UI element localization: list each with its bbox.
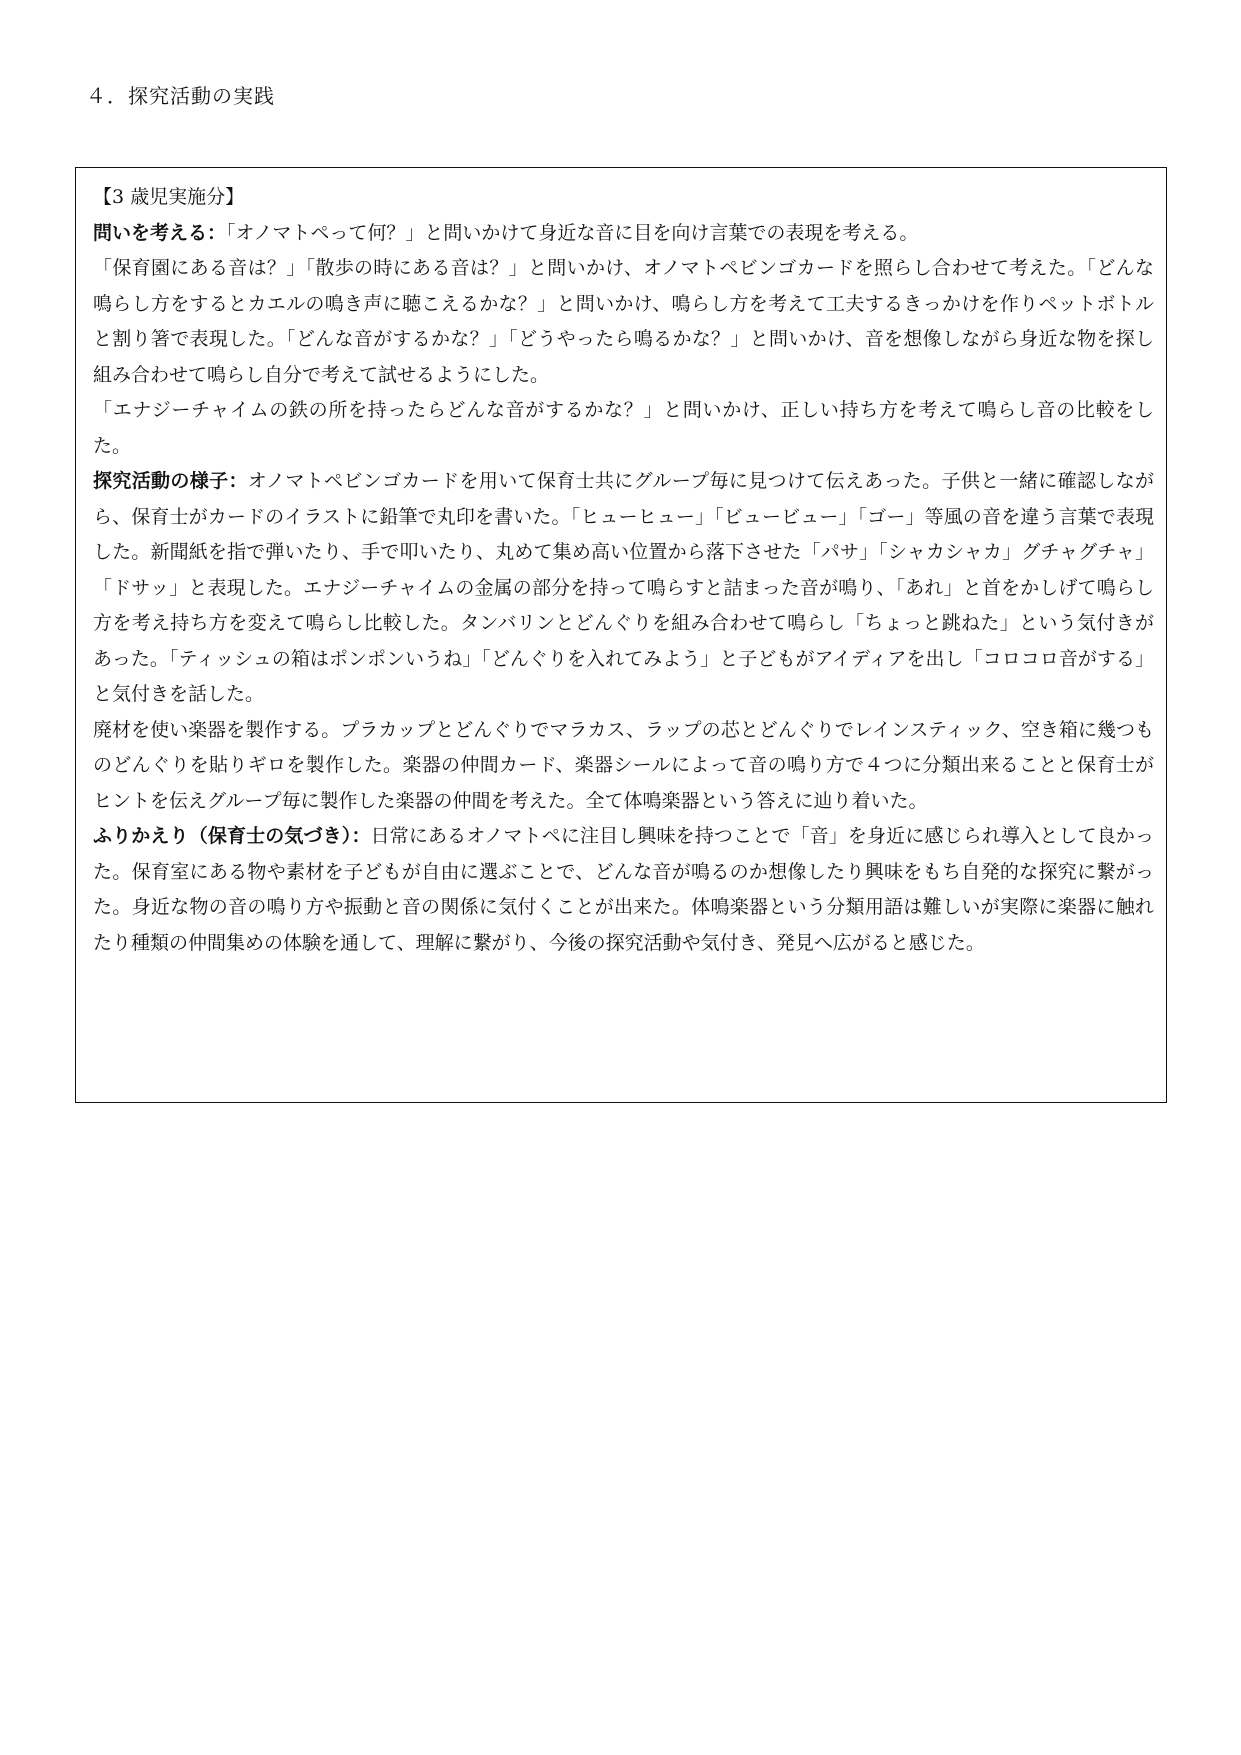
activity-text: オノマトペビンゴカードを用いて保育士共にグループ毎に見つけて伝えあった。子供と一緒に確認しながら、保育士がカードのイラストに鉛筆で丸印を書いた。「ヒューヒュー」「ビュービュー」「ゴー」等風の音を違う言葉で表現した。新聞紙を指で弾いたり、手で叩いたり、丸めて集め高い位置から落下させた「パサ」「シャカシャカ」グチャグチャ」「ドサッ」と表現した。エナジーチャイムの金属の部分を持って鳴らすと詰まった音が鳴り、「あれ」と首をかしげて鳴らし方を考え持ち方を変えて鳴らし比較した。タンバリンとどんぐりを組み合わせて鳴らし「ちょっと跳ねた」という気付きがあった。「ティッシュの箱はポンポンいうね」「どんぐりを入れてみよう」と子どもがアイディアを出し「コロコロ音がする」と気付きを話した。	[93, 470, 1154, 705]
practice-report-box	[75, 167, 1167, 1103]
question-paragraph-2: 「保育園にある音は？」「散歩の時にある音は？」と問いかけ、オノマトペビンゴカードを照らし合わせて考えた。「どんな鳴らし方をするとカエルの鳴き声に聴こえるかな？」と問いかけ、鳴らし方を考えて工夫するきっかけを作りペットボトルと割り箸で表現した。「どんな音がするかな？」「どうやったら鳴るかな？」と問いかけ、音を想像しながら身近な物を探し組み合わせて鳴らし自分で考えて試せるようにした。	[93, 257, 1154, 386]
activity-paragraph-2: 廃材を使い楽器を製作する。プラカップとどんぐりでマラカス、ラップの芯とどんぐりでレインスティック、空き箱に幾つものどんぐりを貼りギロを製作した。楽器の仲間カード、楽器シールによって音の鳴り方で４つに分類出来ることと保育士がヒントを伝えグループ毎に製作した楽器の仲間を考えた。全て体鳴楽器という答えに辿り着いた。	[93, 718, 1154, 812]
question-label: 問いを考える：	[93, 221, 227, 244]
question-paragraph-3: 「エナジーチャイムの鉄の所を持ったらどんな音がするかな？」と問いかけ、正しい持ち方を考えて鳴らし音の比較をした。	[93, 399, 1154, 457]
question-paragraph	[93, 216, 1154, 252]
reflection-text: 日常にあるオノマトペに注目し興味を持つことで「音」を身近に感じられ導入として良かった。保育室にある物や素材を子どもが自由に選ぶことで、どんな音が鳴るのか想像したり興味をもち自発的な探究に繋がった。身近な物の音の鳴り方や振動と音の関係に気付くことが出来た。体鳴楽器という分類用語は難しいが実際に楽器に触れたり種類の仲間集めの体験を通して、理解に繋がり、今後の探究活動や気付き、発見へ広がると感じた。	[93, 825, 1154, 954]
activity-paragraph	[93, 464, 1154, 713]
group-label: 【3 歳児実施分】	[93, 186, 245, 208]
reflection-paragraph	[93, 819, 1154, 961]
activity-label: 探究活動の様子：	[93, 470, 248, 492]
section-heading: ４．探究活動の実践	[86, 84, 275, 108]
question-text: 「オノマトペって何？」と問いかけて身近な音に目を向け言葉での表現を考える。	[226, 221, 919, 244]
reflection-label: ふりかえり（保育士の気づき）：	[93, 825, 371, 847]
